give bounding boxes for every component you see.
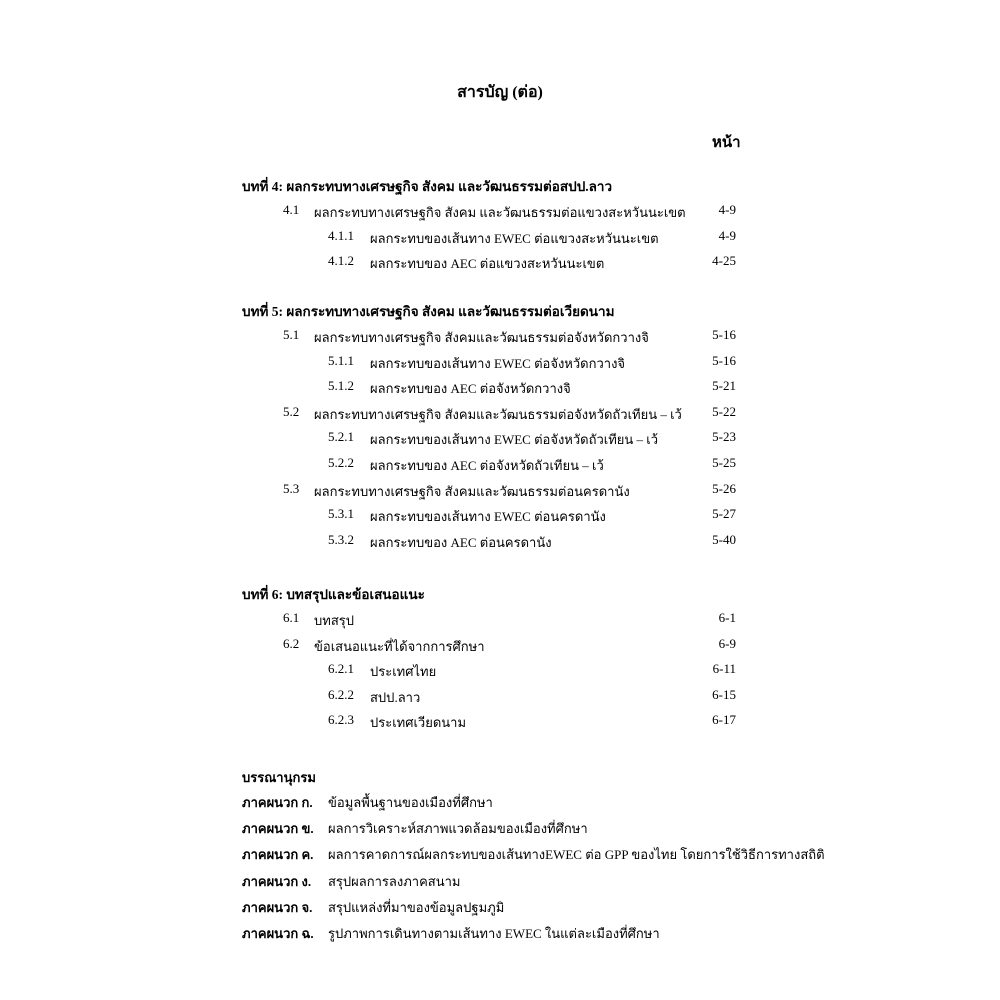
appendix-entry [0, 923, 1000, 943]
toc-entry [0, 481, 1000, 501]
section-number: 5.2.1 [328, 429, 354, 445]
appendix-title: ผลการวิเคราะห์สภาพแวดล้อมของเมืองที่ศึกษา [328, 821, 588, 837]
section-number: 5.1.2 [328, 378, 354, 394]
section-number: 5.3.1 [328, 506, 354, 522]
toc-entry [0, 378, 1000, 398]
appendix-label: ภาคผนวก ก. [242, 795, 313, 810]
page-number: 5-16 [712, 352, 736, 368]
section-number: 6.2 [283, 635, 300, 651]
page-column-header: หน้า [712, 135, 741, 151]
page-number: 6-9 [718, 635, 736, 651]
appendix-label: ภาคผนวก ข. [242, 821, 314, 837]
section-title: ผลกระทบของ AEC ต่อจังหวัดถัวเทียน – เว้ [370, 458, 604, 473]
chapter-heading: บทที่ 4: ผลกระทบทางเศรษฐกิจ สังคม และวัฒนธรรมต่อสปป.ลาว [242, 179, 613, 194]
page-number: 5-22 [712, 403, 736, 419]
section-number: 4.1 [283, 202, 300, 217]
page-number: 4-25 [712, 253, 736, 269]
section-number: 6.1 [283, 610, 300, 625]
toc-entry [0, 455, 1000, 475]
section-number: 6.2.2 [328, 686, 354, 702]
section-number: 5.3.2 [328, 531, 354, 547]
appendix-label: ภาคผนวก ง. [242, 873, 312, 889]
appendix-title: รูปภาพการเดินทางตามเส้นทาง EWEC ในแต่ละเมืองที่ศึกษา [328, 926, 660, 941]
section-title: ผลกระทบทางเศรษฐกิจ สังคมและวัฒนธรรมต่อจังหวัดกวางจิ [314, 330, 649, 345]
section-title: ข้อเสนอแนะที่ได้จากการศึกษา [314, 638, 485, 654]
page-number: 6-11 [712, 661, 736, 677]
toc-entry [0, 429, 1000, 449]
toc-entry [0, 253, 1000, 273]
section-title: สปป.ลาว [370, 689, 421, 705]
appendix-title: ผลการคาดการณ์ผลกระทบของเส้นทางEWEC ต่อ GPP ของไทย โดยการใช้วิธีการทางสถิติ [328, 847, 825, 863]
page-number: 6-17 [712, 712, 736, 728]
appendix-entry [0, 844, 1000, 864]
appendix-entry [0, 871, 1000, 891]
toc-entry [0, 202, 1000, 222]
page-number: 5-27 [712, 506, 736, 522]
appendix-label: ภาคผนวก จ. [242, 899, 313, 915]
page-title: สารบัญ (ต่อ) [457, 84, 543, 101]
section-title: ประเทศไทย [370, 664, 437, 680]
section-number: 6.2.1 [328, 661, 354, 677]
section-title: ผลกระทบของเส้นทาง EWEC ต่อจังหวัดถัวเทียน – เว้ [370, 432, 659, 448]
section-title: ผลกระทบของเส้นทาง EWEC ต่อจังหวัดกวางจิ [370, 355, 626, 371]
bibliography-heading: บรรณานุกรม [242, 770, 316, 785]
toc-entry [0, 506, 1000, 526]
section-title: ผลกระทบของ AEC ต่อนครดานัง [370, 534, 552, 550]
toc-entry [0, 353, 1000, 373]
section-title: ผลกระทบของ AEC ต่อแขวงสะหวันนะเขต [370, 256, 605, 272]
chapter-heading: บทที่ 5: ผลกระทบทางเศรษฐกิจ สังคม และวัฒนธรรมต่อเวียดนาม [242, 304, 615, 319]
toc-entry [0, 404, 1000, 424]
section-title: ประเทศเวียดนาม [370, 715, 467, 731]
toc-entry [0, 327, 1000, 347]
appendix-title: ข้อมูลพื้นฐานของเมืองที่ศึกษา [328, 795, 493, 810]
section-number: 4.1.2 [328, 253, 354, 269]
appendix-label: ภาคผนวก ค. [242, 847, 314, 863]
section-title: ผลกระทบของเส้นทาง EWEC ต่อนครดานัง [370, 509, 606, 525]
section-title: ผลกระทบทางเศรษฐกิจ สังคม และวัฒนธรรมต่อแขวงสะหวันนะเขต [314, 205, 686, 220]
appendix-entry [0, 818, 1000, 838]
section-title: ผลกระทบทางเศรษฐกิจ สังคมและวัฒนธรรมต่อนครดานัง [314, 483, 630, 499]
toc-entry [0, 712, 1000, 732]
page-number: 5-23 [712, 429, 736, 445]
section-title: บทสรุป [314, 613, 354, 628]
section-number: 5.1.1 [328, 352, 354, 368]
appendix-entry [0, 897, 1000, 917]
page-number: 5-26 [712, 480, 736, 496]
appendix-entry [0, 792, 1000, 812]
appendix-title: สรุปผลการลงภาคสนาม [328, 873, 461, 889]
page-number: 5-40 [712, 531, 736, 547]
toc-entry [0, 610, 1000, 630]
appendix-label: ภาคผนวก ฉ. [242, 926, 314, 941]
toc-entry [0, 228, 1000, 248]
section-number: 5.2.2 [328, 455, 354, 470]
page-number: 6-15 [712, 686, 736, 702]
page-number: 5-16 [712, 327, 736, 342]
toc-entry [0, 636, 1000, 656]
page-number: 6-1 [718, 610, 736, 625]
toc-entry [0, 687, 1000, 707]
page-number: 5-21 [712, 378, 736, 394]
section-number: 6.2.3 [328, 712, 354, 728]
section-number: 5.3 [283, 480, 300, 496]
page-number: 5-25 [712, 455, 736, 470]
section-title: ผลกระทบของ AEC ต่อจังหวัดกวางจิ [370, 381, 571, 397]
section-title: ผลกระทบของเส้นทาง EWEC ต่อแขวงสะหวันนะเขต [370, 230, 659, 246]
toc-entry [0, 532, 1000, 552]
section-number: 4.1.1 [328, 227, 354, 243]
section-number: 5.2 [283, 403, 300, 419]
appendix-title: สรุปแหล่งที่มาของข้อมูลปฐมภูมิ [328, 899, 505, 915]
chapter-heading: บทที่ 6: บทสรุปและข้อเสนอแนะ [242, 587, 425, 602]
section-number: 5.1 [283, 327, 300, 342]
page-number: 4-9 [718, 227, 736, 243]
page-number: 4-9 [718, 202, 736, 217]
toc-entry [0, 661, 1000, 681]
section-title: ผลกระทบทางเศรษฐกิจ สังคมและวัฒนธรรมต่อจังหวัดถัวเทียน – เว้ [314, 406, 682, 422]
